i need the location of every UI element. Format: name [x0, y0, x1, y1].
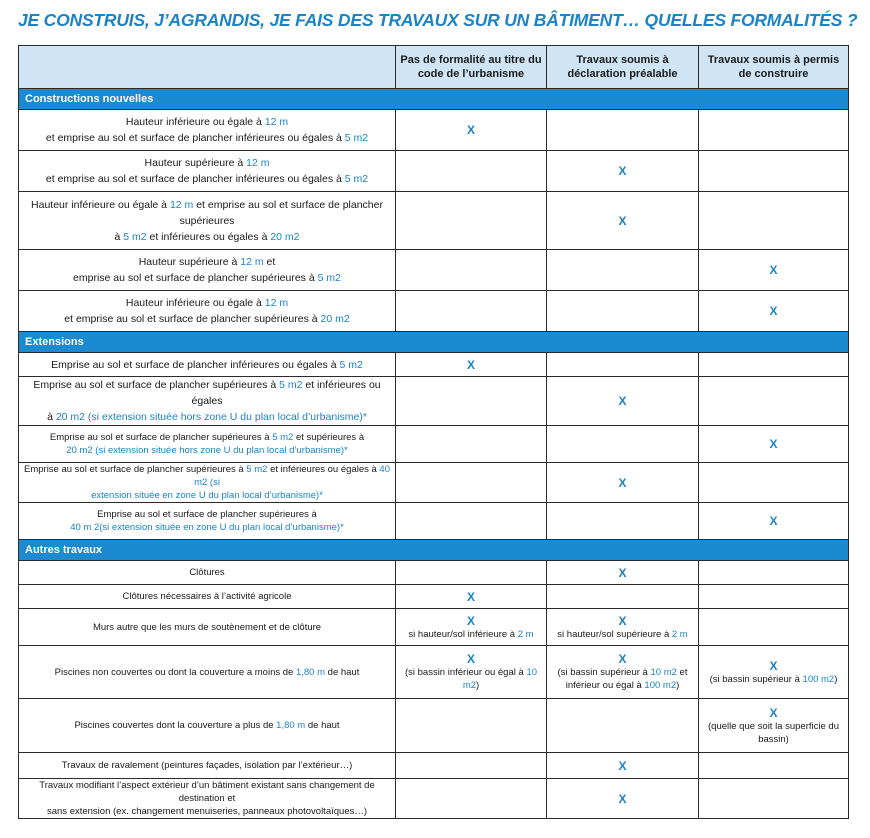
empty-cell	[547, 426, 699, 463]
section-row	[19, 540, 849, 561]
empty-cell	[699, 463, 849, 503]
empty-cell	[396, 426, 547, 463]
empty-cell	[547, 110, 699, 151]
check-mark: X	[466, 652, 475, 666]
check-mark: X	[547, 377, 699, 426]
table-row	[19, 151, 849, 192]
row-label: Emprise au sol et surface de plancher inférieures ou égales à 5 m2	[19, 353, 396, 377]
row-label: Emprise au sol et surface de plancher supérieures à 40 m 2(si extension située en zone U du plan local d’urbanisme)*	[19, 503, 396, 540]
table-row	[19, 250, 849, 291]
empty-cell	[547, 353, 699, 377]
conditional-cell: X (si bassin supérieur à 100 m2)	[699, 646, 849, 699]
empty-cell	[547, 699, 699, 753]
header-no-formality: Pas de formalité au titre du code de l’urbanisme	[396, 46, 547, 89]
row-label: Hauteur inférieure ou égale à 12 m et emprise au sol et surface de plancher supérieures à 20 m2	[19, 291, 396, 332]
row-label: Travaux modifiant l’aspect extérieur d’un bâtiment existant sans changement de destination et sans extension (ex. changement menuiseries, panneaux photovoltaïques…)	[19, 779, 396, 819]
table-row	[19, 353, 849, 377]
section-row	[19, 332, 849, 353]
row-label: Clôtures	[19, 561, 396, 585]
formalities-table	[18, 45, 849, 819]
empty-cell	[699, 110, 849, 151]
row-label: Clôtures nécessaires à l’activité agricole	[19, 585, 396, 609]
empty-cell	[396, 561, 547, 585]
table-row	[19, 753, 849, 779]
empty-cell	[396, 291, 547, 332]
empty-cell	[396, 377, 547, 426]
header-prior-declaration: Travaux soumis à déclaration préalable	[547, 46, 699, 89]
table-row	[19, 377, 849, 426]
check-mark: X	[769, 658, 778, 673]
check-mark: X	[699, 503, 849, 540]
check-mark: X	[547, 753, 699, 779]
header-building-permit: Travaux soumis à permis de construire	[699, 46, 849, 89]
table-row	[19, 609, 849, 646]
section-constructions: Constructions nouvelles	[19, 89, 849, 110]
conditional-cell: X si hauteur/sol supérieure à 2 m	[547, 609, 699, 646]
row-label: Emprise au sol et surface de plancher supérieures à 5 m2 et inférieures ou égales à 20 m2 (si extension située hors zone U du plan local d’urbanisme)*	[19, 377, 396, 426]
check-mark: X	[547, 192, 699, 250]
empty-cell	[547, 250, 699, 291]
empty-cell	[547, 503, 699, 540]
empty-cell	[396, 753, 547, 779]
empty-cell	[699, 585, 849, 609]
check-mark: X	[396, 110, 547, 151]
table-row	[19, 426, 849, 463]
empty-cell	[396, 699, 547, 753]
conditional-cell: X si hauteur/sol inférieure à 2 m	[396, 609, 547, 646]
check-mark: X	[618, 613, 627, 628]
table-row	[19, 585, 849, 609]
row-label: Travaux de ravalement (peintures façades, isolation par l’extérieur…)	[19, 753, 396, 779]
conditional-cell: X (si bassin supérieur à 10 m2 et inférieur ou égal à 100 m2)	[547, 646, 699, 699]
table-row	[19, 192, 849, 250]
check-mark: X	[547, 463, 699, 503]
table-row	[19, 646, 849, 699]
conditional-cell: X (si bassin inférieur ou égal à 10 m2)	[396, 646, 547, 699]
empty-cell	[699, 151, 849, 192]
empty-cell	[699, 377, 849, 426]
empty-cell	[396, 192, 547, 250]
empty-cell	[396, 463, 547, 503]
row-label: Emprise au sol et surface de plancher supérieures à 5 m2 et inférieures ou égales à 40 m2 (si extension située en zone U du plan local d’urbanisme)*	[19, 463, 396, 503]
row-label: Hauteur inférieure ou égale à 12 m et emprise au sol et surface de plancher inférieures ou égales à 5 m2	[19, 110, 396, 151]
empty-cell	[547, 585, 699, 609]
check-mark: X	[699, 426, 849, 463]
page-title: JE CONSTRUIS, J’AGRANDIS, JE FAIS DES TRAVAUX SUR UN BÂTIMENT… QUELLES FORMALITÉS ?	[18, 10, 858, 30]
check-mark: X	[466, 613, 475, 628]
row-label: Hauteur supérieure à 12 m et emprise au sol et surface de plancher inférieures ou égales à 5 m2	[19, 151, 396, 192]
table-header-row	[19, 46, 849, 89]
check-mark: X	[769, 705, 778, 720]
row-label: Emprise au sol et surface de plancher supérieures à 5 m2 et supérieures à 20 m2 (si extension située hors zone U du plan local d’urbanisme)*	[19, 426, 396, 463]
table-row	[19, 463, 849, 503]
row-label: Piscines couvertes dont la couverture a plus de 1,80 m de haut	[19, 699, 396, 753]
table-row	[19, 699, 849, 753]
empty-cell	[396, 151, 547, 192]
empty-cell	[699, 192, 849, 250]
check-mark: X	[699, 250, 849, 291]
empty-cell	[396, 779, 547, 819]
check-mark: X	[547, 561, 699, 585]
check-mark: X	[396, 585, 547, 609]
section-autres: Autres travaux	[19, 540, 849, 561]
table-row	[19, 503, 849, 540]
conditional-cell: X (quelle que soit la superficie du bassin)	[699, 699, 849, 753]
row-label: Piscines non couvertes ou dont la couverture a moins de 1,80 m de haut	[19, 646, 396, 699]
table-row	[19, 110, 849, 151]
empty-cell	[396, 503, 547, 540]
check-mark: X	[618, 652, 627, 666]
row-label: Hauteur inférieure ou égale à 12 m et emprise au sol et surface de plancher supérieures à 5 m2 et inférieures ou égales à 20 m2	[19, 192, 396, 250]
empty-cell	[396, 250, 547, 291]
check-mark: X	[396, 353, 547, 377]
section-row	[19, 89, 849, 110]
table-row	[19, 291, 849, 332]
empty-cell	[699, 561, 849, 585]
check-mark: X	[547, 779, 699, 819]
check-mark: X	[699, 291, 849, 332]
empty-cell	[699, 609, 849, 646]
row-label: Hauteur supérieure à 12 m et emprise au sol et surface de plancher supérieures à 5 m2	[19, 250, 396, 291]
empty-cell	[699, 753, 849, 779]
table-row	[19, 779, 849, 819]
empty-cell	[547, 291, 699, 332]
empty-cell	[699, 779, 849, 819]
table-row	[19, 561, 849, 585]
empty-cell	[699, 353, 849, 377]
header-empty-cell	[19, 46, 396, 89]
check-mark: X	[547, 151, 699, 192]
section-extensions: Extensions	[19, 332, 849, 353]
row-label: Murs autre que les murs de soutènement et de clôture	[19, 609, 396, 646]
